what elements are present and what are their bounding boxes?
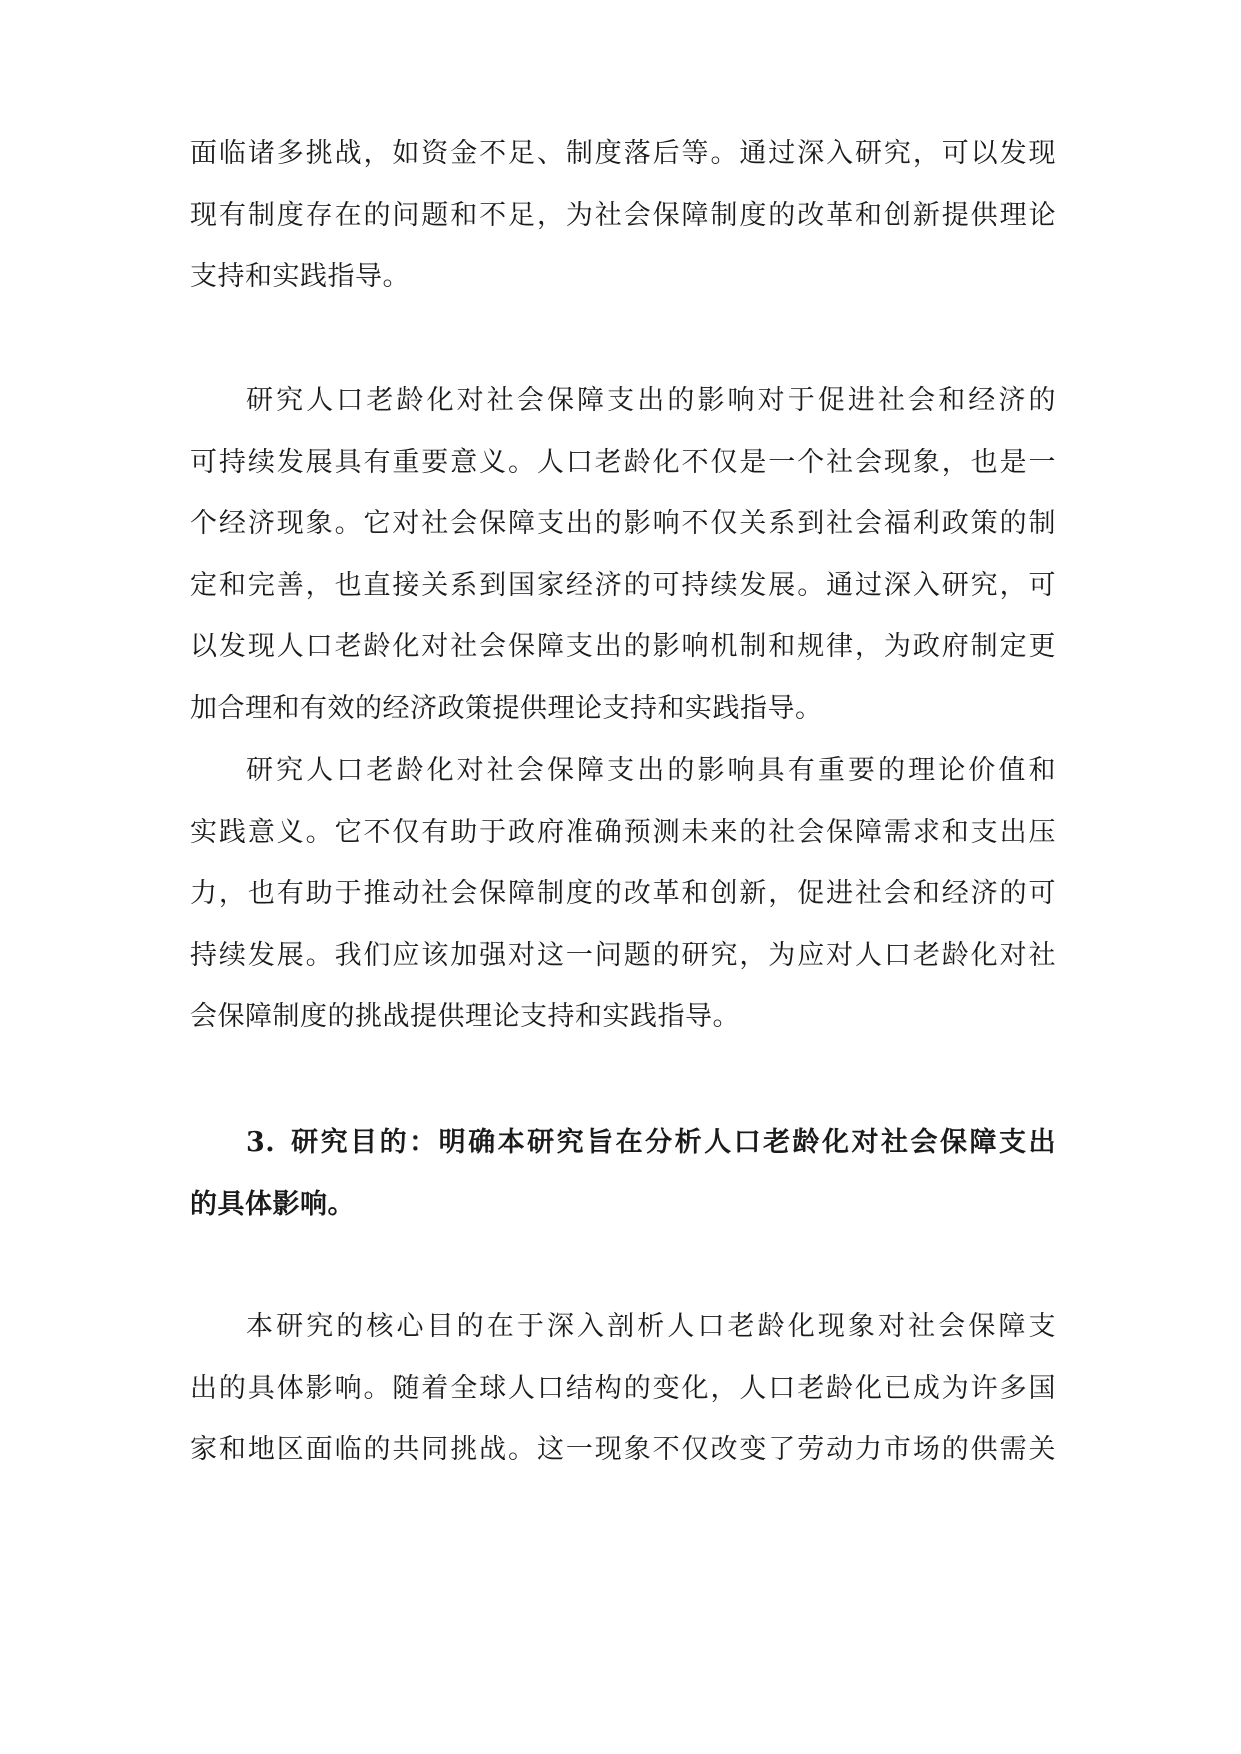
paragraph-2 bbox=[190, 370, 1056, 740]
paragraph-line: 研究人口老龄化对社会保障支出的影响具有重要的理论价值和 bbox=[246, 755, 1056, 786]
paragraph-line: 实践意义。它不仅有助于政府准确预测未来的社会保障需求和支出压 bbox=[190, 816, 1056, 848]
paragraph-line: 可持续发展具有重要意义。人口老龄化不仅是一个社会现象，也是一 bbox=[190, 446, 1056, 478]
paragraph-line: 持续发展。我们应该加强对这一问题的研究，为应对人口老龄化对社 bbox=[190, 939, 1056, 971]
paragraph-line: 本研究的核心目的在于深入剖析人口老龄化现象对社会保障支 bbox=[246, 1311, 1056, 1342]
paragraph-line: 加合理和有效的经济政策提供理论支持和实践指导。 bbox=[190, 692, 823, 724]
heading-line bbox=[190, 1112, 1056, 1174]
paragraph-line: 以发现人口老龄化对社会保障支出的影响机制和规律，为政府制定更 bbox=[190, 631, 1056, 663]
paragraph-line: 定和完善，也直接关系到国家经济的可持续发展。通过深入研究，可 bbox=[190, 569, 1056, 601]
paragraph-line: 出的具体影响。随着全球人口结构的变化，人口老龄化已成为许多国 bbox=[190, 1372, 1056, 1404]
paragraph-line: 个经济现象。它对社会保障支出的影响不仅关系到社会福利政策的制 bbox=[190, 508, 1056, 540]
heading-number: 3. bbox=[246, 1127, 276, 1158]
heading-text: 研究目的：明确本研究旨在分析人口老龄化对社会保障支出 bbox=[289, 1127, 1056, 1158]
paragraph-4 bbox=[190, 1296, 1056, 1481]
paragraph-line: 会保障制度的挑战提供理论支持和实践指导。 bbox=[190, 1001, 740, 1033]
heading-line: 的具体影响。 bbox=[190, 1188, 355, 1220]
paragraph-3 bbox=[190, 740, 1056, 1048]
paragraph-1 bbox=[190, 123, 1056, 308]
paragraph-line: 支持和实践指导。 bbox=[190, 261, 410, 293]
paragraph-line: 研究人口老龄化对社会保障支出的影响对于促进社会和经济的 bbox=[246, 385, 1056, 416]
paragraph-line: 家和地区面临的共同挑战。这一现象不仅改变了劳动力市场的供需关 bbox=[190, 1434, 1056, 1466]
paragraph-line: 现有制度存在的问题和不足，为社会保障制度的改革和创新提供理论 bbox=[190, 199, 1056, 231]
section-heading bbox=[190, 1112, 1056, 1235]
paragraph-line: 面临诸多挑战，如资金不足、制度落后等。通过深入研究，可以发现 bbox=[190, 138, 1056, 169]
paragraph-line: 力，也有助于推动社会保障制度的改革和创新，促进社会和经济的可 bbox=[190, 878, 1056, 910]
